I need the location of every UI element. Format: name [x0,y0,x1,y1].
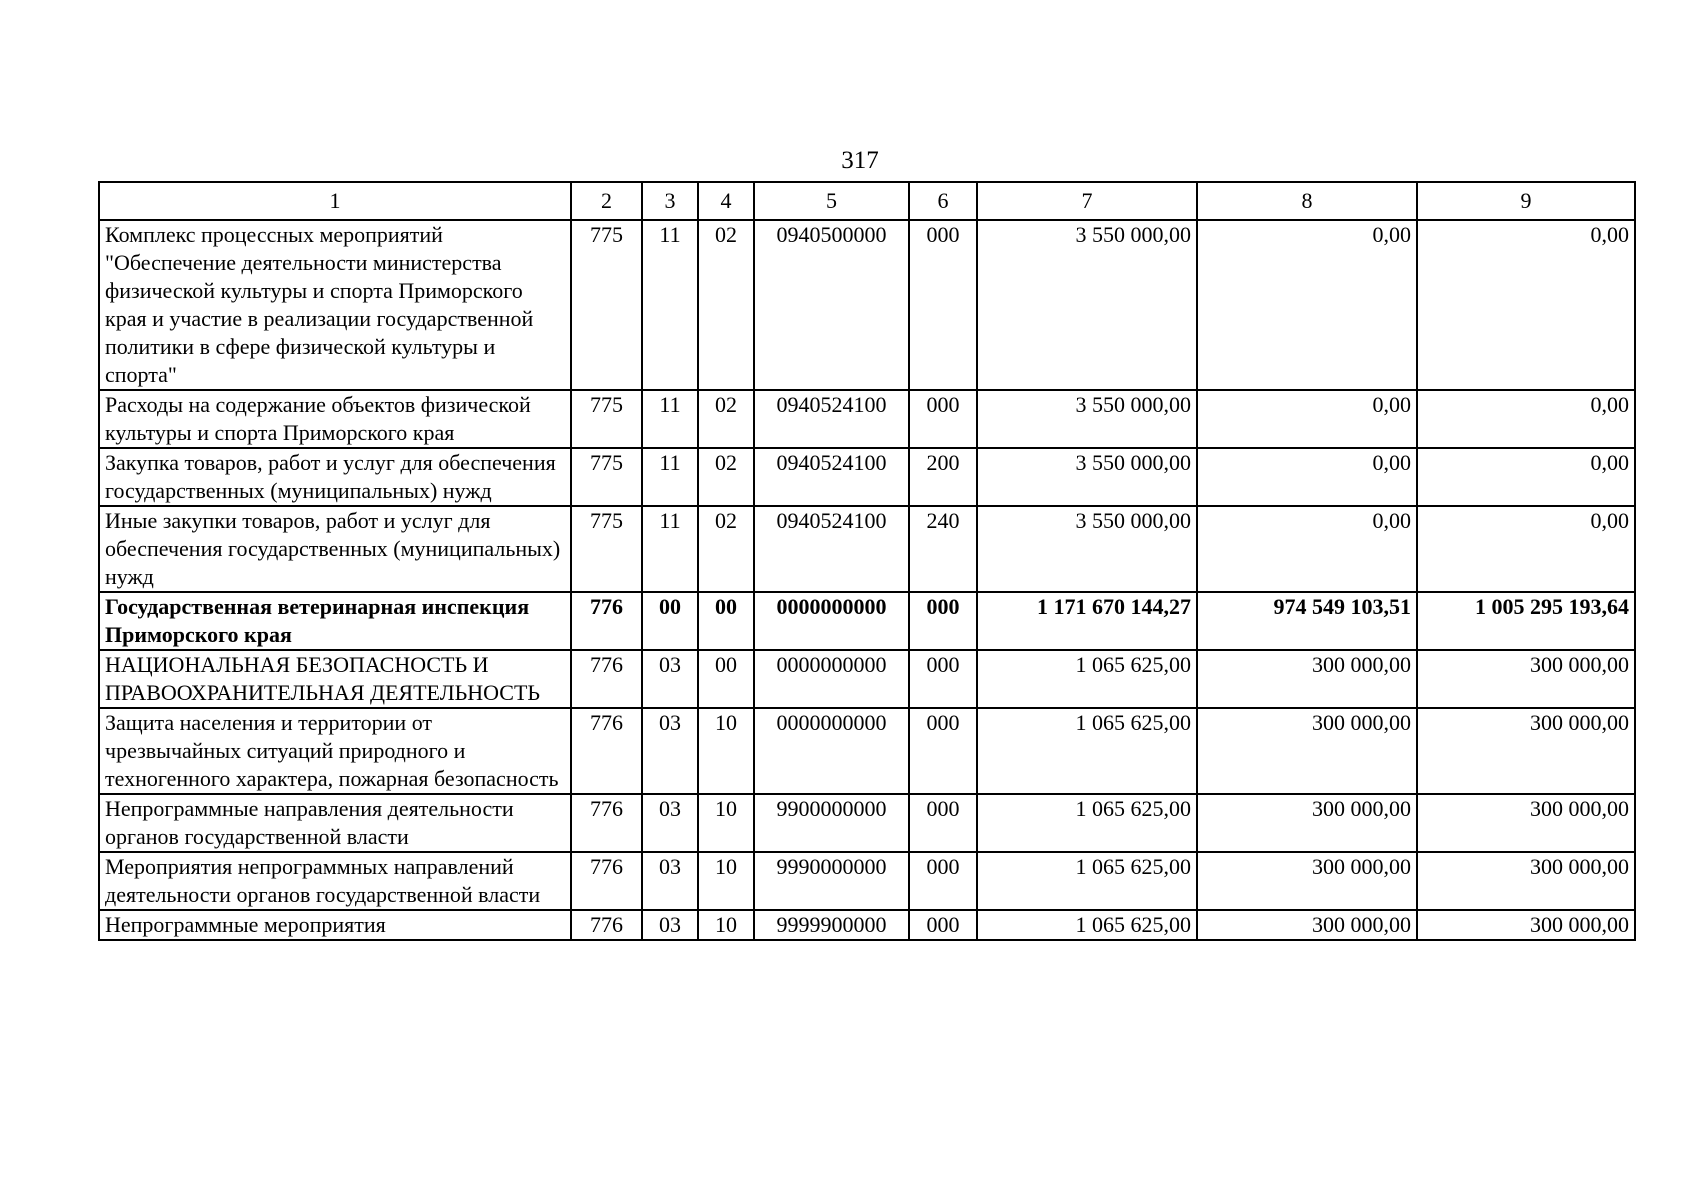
row-col4-cell: 10 [698,794,754,852]
row-col3-cell: 03 [642,794,698,852]
row-col2-cell: 776 [571,852,642,910]
row-col2-cell: 775 [571,220,642,390]
row-col5-cell: 0000000000 [754,708,909,794]
table-row [99,794,1635,852]
row-col9-amount: 300 000,00 [1417,852,1635,910]
row-col8-amount: 300 000,00 [1197,852,1417,910]
row-col4-cell: 02 [698,506,754,592]
row-col5-cell: 0000000000 [754,592,909,650]
row-col8-amount: 0,00 [1197,506,1417,592]
row-name-cell: Закупка товаров, работ и услуг для обеспечения государственных (муниципальных) нужд [99,448,571,506]
row-col9-amount: 0,00 [1417,220,1635,390]
row-col5-cell: 0940524100 [754,390,909,448]
row-name-cell: Непрограммные направления деятельности органов государственной власти [99,794,571,852]
table-header-row [99,182,1635,220]
row-col7-amount: 3 550 000,00 [977,220,1197,390]
row-col4-cell: 02 [698,448,754,506]
row-col9-amount: 0,00 [1417,506,1635,592]
column-header-4: 4 [698,182,754,220]
row-col2-cell: 776 [571,794,642,852]
row-col7-amount: 1 171 670 144,27 [977,592,1197,650]
row-col9-amount: 300 000,00 [1417,794,1635,852]
column-header-2: 2 [571,182,642,220]
row-col5-cell: 0000000000 [754,650,909,708]
row-col4-cell: 02 [698,390,754,448]
row-col5-cell: 9990000000 [754,852,909,910]
row-col3-cell: 03 [642,910,698,940]
row-col2-cell: 776 [571,592,642,650]
row-col7-amount: 1 065 625,00 [977,650,1197,708]
row-col8-amount: 300 000,00 [1197,910,1417,940]
column-header-5: 5 [754,182,909,220]
table-row [99,852,1635,910]
row-col3-cell: 11 [642,506,698,592]
row-col4-cell: 10 [698,852,754,910]
row-col9-amount: 1 005 295 193,64 [1417,592,1635,650]
table-row [99,220,1635,390]
row-col6-cell: 000 [909,390,977,448]
table-row [99,708,1635,794]
row-col8-amount: 300 000,00 [1197,650,1417,708]
row-col3-cell: 03 [642,650,698,708]
column-header-8: 8 [1197,182,1417,220]
row-name-cell: Защита населения и территории от чрезвычайных ситуаций природного и техногенного характера, пожарная безопасность [99,708,571,794]
table-row [99,910,1635,940]
row-col4-cell: 00 [698,650,754,708]
row-col3-cell: 11 [642,448,698,506]
row-col9-amount: 300 000,00 [1417,650,1635,708]
row-col9-amount: 300 000,00 [1417,910,1635,940]
column-header-7: 7 [977,182,1197,220]
row-col8-amount: 974 549 103,51 [1197,592,1417,650]
row-col6-cell: 000 [909,910,977,940]
column-header-9: 9 [1417,182,1635,220]
row-col7-amount: 3 550 000,00 [977,390,1197,448]
row-name-cell: Мероприятия непрограммных направлений деятельности органов государственной власти [99,852,571,910]
row-col7-amount: 1 065 625,00 [977,852,1197,910]
row-col3-cell: 00 [642,592,698,650]
row-col5-cell: 9999900000 [754,910,909,940]
row-name-cell: Комплекс процессных мероприятий "Обеспечение деятельности министерства физической культуры и спорта Приморского края и участие в реализации государственной политики в сфере физической культуры и спорта" [99,220,571,390]
row-col6-cell: 000 [909,650,977,708]
budget-table [98,181,1636,941]
row-col5-cell: 0940524100 [754,506,909,592]
row-col9-amount: 0,00 [1417,448,1635,506]
page-number: 317 [841,147,879,174]
row-col8-amount: 0,00 [1197,448,1417,506]
row-col2-cell: 775 [571,390,642,448]
row-col8-amount: 0,00 [1197,390,1417,448]
row-col4-cell: 10 [698,708,754,794]
row-col6-cell: 000 [909,794,977,852]
table-row [99,390,1635,448]
row-name-cell: Иные закупки товаров, работ и услуг для обеспечения государственных (муниципальных) нужд [99,506,571,592]
row-col5-cell: 0940500000 [754,220,909,390]
row-name-cell: НАЦИОНАЛЬНАЯ БЕЗОПАСНОСТЬ И ПРАВООХРАНИТЕЛЬНАЯ ДЕЯТЕЛЬНОСТЬ [99,650,571,708]
row-col5-cell: 9900000000 [754,794,909,852]
row-col2-cell: 776 [571,910,642,940]
table-row [99,592,1635,650]
row-col2-cell: 775 [571,448,642,506]
row-name-cell: Расходы на содержание объектов физической культуры и спорта Приморского края [99,390,571,448]
row-col9-amount: 0,00 [1417,390,1635,448]
table-row [99,506,1635,592]
row-col7-amount: 1 065 625,00 [977,708,1197,794]
row-col8-amount: 300 000,00 [1197,794,1417,852]
row-name-cell: Государственная ветеринарная инспекция Приморского края [99,592,571,650]
table-body [99,220,1635,940]
row-col4-cell: 10 [698,910,754,940]
table-row [99,448,1635,506]
row-col3-cell: 03 [642,708,698,794]
row-col3-cell: 11 [642,220,698,390]
row-col7-amount: 1 065 625,00 [977,794,1197,852]
row-col4-cell: 02 [698,220,754,390]
row-col6-cell: 000 [909,220,977,390]
row-col5-cell: 0940524100 [754,448,909,506]
row-col9-amount: 300 000,00 [1417,708,1635,794]
row-col4-cell: 00 [698,592,754,650]
row-col2-cell: 775 [571,506,642,592]
row-col3-cell: 03 [642,852,698,910]
row-col2-cell: 776 [571,708,642,794]
column-header-6: 6 [909,182,977,220]
row-col7-amount: 1 065 625,00 [977,910,1197,940]
row-col7-amount: 3 550 000,00 [977,448,1197,506]
row-col3-cell: 11 [642,390,698,448]
row-col7-amount: 3 550 000,00 [977,506,1197,592]
row-col6-cell: 200 [909,448,977,506]
column-header-3: 3 [642,182,698,220]
table-row [99,650,1635,708]
row-col8-amount: 0,00 [1197,220,1417,390]
column-header-1: 1 [99,182,571,220]
row-col6-cell: 000 [909,592,977,650]
row-col6-cell: 000 [909,852,977,910]
row-col6-cell: 240 [909,506,977,592]
row-col6-cell: 000 [909,708,977,794]
row-name-cell: Непрограммные мероприятия [99,910,571,940]
row-col2-cell: 776 [571,650,642,708]
row-col8-amount: 300 000,00 [1197,708,1417,794]
